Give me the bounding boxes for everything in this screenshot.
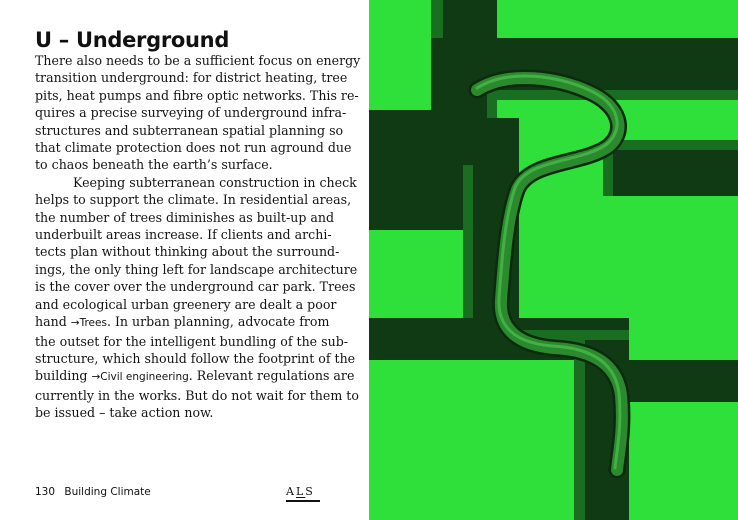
book-title: Building Climate [64, 486, 151, 498]
text-line: Keeping subterranean construction in check [73, 174, 357, 190]
text-line: pits, heat pumps and fibre optic networks. This re- [35, 87, 359, 103]
logo-letter: S [305, 485, 315, 498]
text-line: quires a precise surveying of underground infra- [35, 105, 347, 121]
text-line: the number of trees diminishes as built-up and [35, 209, 335, 225]
text-line [35, 313, 331, 332]
underground-worm-illustration [369, 0, 738, 520]
cross-reference-trees[interactable]: →Trees [70, 317, 107, 330]
section-heading: U – Underground [35, 28, 230, 52]
text-fragment: hand [35, 314, 71, 330]
logo-letter: L [295, 485, 306, 498]
text-line: structures and subterranean spatial planning so [35, 122, 344, 138]
body-text [35, 52, 361, 422]
text-line: currently in the works. But do not wait for them to [35, 387, 359, 403]
text-line: structure, which should follow the footprint of the [35, 350, 356, 366]
text-line: the outset for the intelligent bundling of the sub- [35, 333, 349, 349]
text-line: helps to support the climate. In residential areas, [35, 192, 352, 208]
logo-letter: A [286, 485, 296, 498]
page-footer [35, 486, 151, 498]
text-line: tects plan without thinking about the surround- [35, 244, 340, 260]
paragraph-2 [35, 174, 359, 422]
page-number: 130 [35, 486, 56, 498]
text-line: transition underground: for district heating, tree [35, 70, 348, 86]
text-line [35, 367, 355, 386]
text-line: and ecological urban greenery are dealt a poor [35, 296, 337, 312]
text-line: ings, the only thing left for landscape architecture [35, 261, 358, 277]
cross-reference-civil-engineering[interactable]: →Civil engineering [91, 371, 189, 384]
text-line: underbuilt areas increase. If clients and archi- [35, 227, 332, 243]
text-line: There also needs to be a sufficient focus on energy [35, 53, 361, 68]
illustration-page [369, 0, 738, 520]
text-fragment: . In urban planning, advocate from [106, 314, 330, 330]
text-line: is the cover over the underground car park. Trees [35, 279, 356, 295]
text-fragment: . Relevant regulations are [188, 368, 355, 384]
text-fragment: building [35, 368, 92, 384]
text-line: to chaos beneath the earth’s surface. [35, 157, 273, 173]
logo-underline [286, 500, 320, 502]
publisher-logo [286, 485, 315, 498]
text-line: that climate protection does not run aground due [35, 140, 352, 156]
text-line: be issued – take action now. [35, 405, 214, 421]
paragraph-1 [35, 52, 361, 174]
